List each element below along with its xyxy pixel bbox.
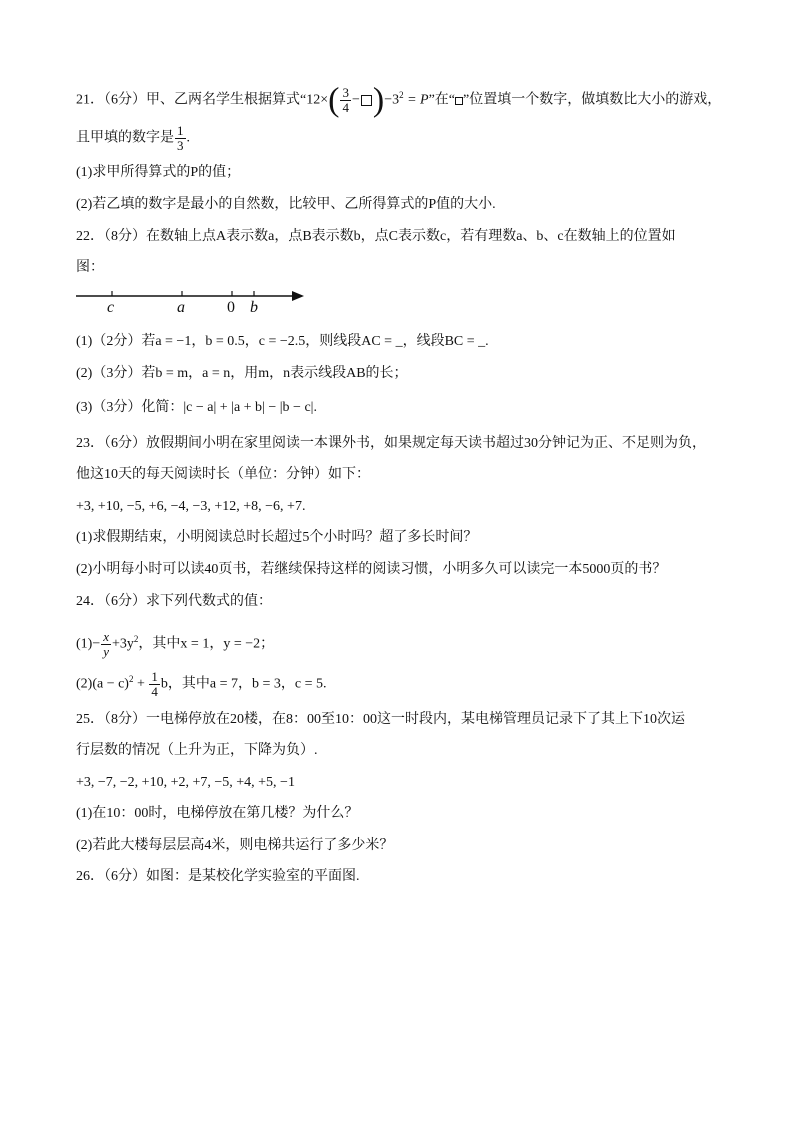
minus-three: −3 xyxy=(384,92,400,108)
period: . xyxy=(186,130,190,146)
frac-den: 3 xyxy=(177,138,184,153)
q25-line2: 行层数的情况（上升为正，下降为负）. xyxy=(76,743,318,758)
q25-sub2: (2)若此大楼每层层高4米，则电梯共运行了多少米？ xyxy=(76,838,394,853)
s2-pre: (2)(a − c) xyxy=(76,676,129,692)
q23-line2: 他这10天的每天阅读时长（单位：分钟）如下： xyxy=(76,467,370,482)
q26-line1: 26．（6分）如图：是某校化学实验室的平面图. xyxy=(76,869,360,884)
frac-num: 1 xyxy=(177,123,184,138)
q24-sub1 xyxy=(76,630,754,659)
q25-line1: 25．（8分）一电梯停放在20楼，在8：00至10：00这一时段内，某电梯管理员记录下了其上下10次运 xyxy=(76,712,685,727)
q22-line1: 22．（8分）在数轴上点A表示数a，点B表示数b，点C表示数c，若有理数a、b、c在数轴上的位置如 xyxy=(76,229,676,244)
q23-line1: 23．（6分）放假期间小明在家里阅读一本课外书，如果规定每天读书超过30分钟记为正、不足则为负， xyxy=(76,436,706,451)
number-line xyxy=(74,283,314,323)
q21-fraction xyxy=(340,86,351,115)
q21-expr: 12× xyxy=(306,92,329,108)
frac-den: 4 xyxy=(151,684,158,699)
q23-sub2: (2)小明每小时可以读40页书，若继续保持这样的阅读习惯，小明多久可以读完一本5000页的书？ xyxy=(76,562,667,577)
arrow-icon xyxy=(292,291,304,301)
s1-tail: ，其中x = 1，y = −2； xyxy=(138,636,275,652)
q24-sub2 xyxy=(76,670,754,699)
q22-line2: 图： xyxy=(76,260,104,275)
q21-head: 21．（6分）甲、乙两名学生根据算式“ xyxy=(76,92,307,108)
s1-mid: +3y xyxy=(112,636,134,652)
q23-data: +3, +10, −5, +6, −4, −3, +12, +8, −6, +7. xyxy=(76,499,306,514)
right-paren: ) xyxy=(372,81,385,119)
q21-sub1: (1)求甲所得算式的P的值； xyxy=(76,165,241,180)
frac-den: 4 xyxy=(342,100,349,115)
s1-fraction xyxy=(101,630,111,659)
blank-box-icon xyxy=(361,95,372,106)
frac-num: 3 xyxy=(342,85,349,100)
label-a: a xyxy=(177,299,185,316)
q21-tail2: ”位置填一个数字，做填数比大小的游戏， xyxy=(463,92,722,108)
q21-sub2: (2)若乙填的数字是最小的自然数，比较甲、乙所得算式的P值的大小. xyxy=(76,197,496,212)
q21-line2 xyxy=(76,124,754,153)
q21-line2-text: 且甲填的数字是 xyxy=(76,130,174,146)
q22-sub3: (3)（3分）化简：|c − a| + |a + b| − |b − c|. xyxy=(76,400,317,415)
small-box-icon xyxy=(455,97,463,105)
q22-sub2: (2)（3分）若b = m，a = n，用m，n表示线段AB的长； xyxy=(76,366,408,381)
q21-tail: ”在“ xyxy=(428,92,456,108)
label-zero: 0 xyxy=(227,299,235,316)
q23-sub1: (1)求假期结束，小明阅读总时长超过5个小时吗？超了多长时间？ xyxy=(76,530,478,545)
label-c: c xyxy=(107,299,115,316)
plus: + xyxy=(133,676,149,692)
frac-num: x xyxy=(103,629,110,644)
frac-den: y xyxy=(103,644,110,659)
exponent: 2 xyxy=(399,90,404,101)
q24-head: 24．（6分）求下列代数式的值： xyxy=(76,594,272,609)
s1-pre: (1)− xyxy=(76,636,101,652)
exponent: 2 xyxy=(128,674,134,685)
s2-tail: b，其中a = 7，b = 3，c = 5. xyxy=(160,676,327,692)
q21-line2-fraction xyxy=(175,124,186,153)
minus: − xyxy=(351,92,360,108)
q22-sub1: (1)（2分）若a = −1，b = 0.5，c = −2.5，则线段AC = _，线段BC = _. xyxy=(76,334,489,349)
q21-line1 xyxy=(76,81,754,119)
label-b: b xyxy=(250,299,258,316)
q25-data: +3, −7, −2, +10, +2, +7, −5, +4, +5, −1 xyxy=(76,775,295,790)
left-paren: ( xyxy=(328,81,340,119)
eq-p: = P xyxy=(403,92,429,108)
frac-num: 1 xyxy=(151,669,158,684)
s2-fraction xyxy=(149,670,160,699)
exponent: 2 xyxy=(133,634,139,645)
q25-sub1: (1)在10：00时，电梯停放在第几楼？为什么？ xyxy=(76,806,359,821)
